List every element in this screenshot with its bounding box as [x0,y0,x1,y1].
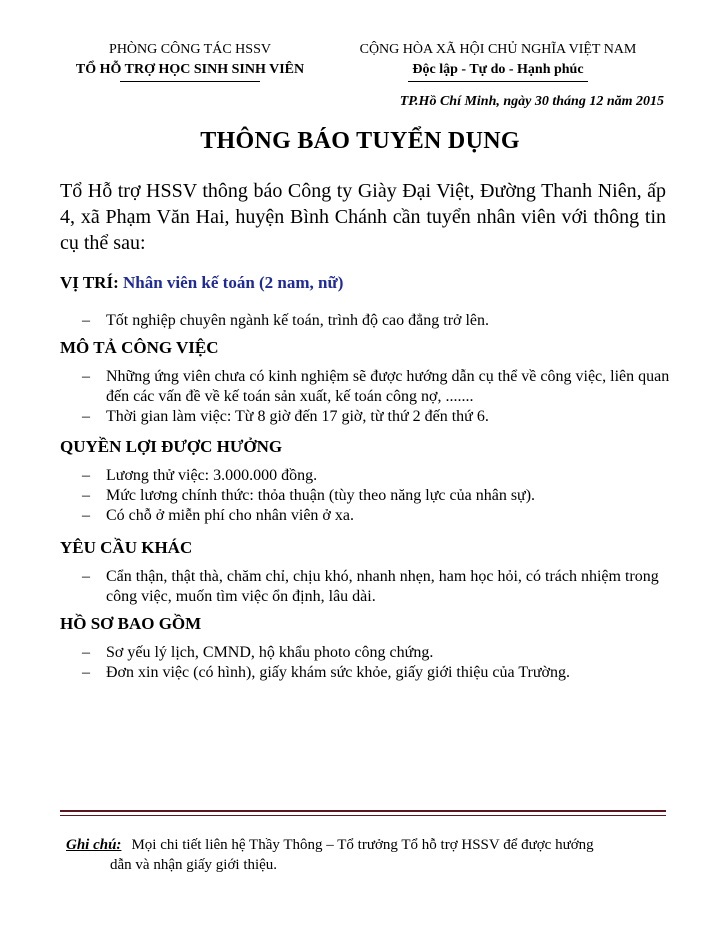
documents-heading: HỒ SƠ BAO GỒM [60,614,202,633]
list-item: – Mức lương chính thức: thỏa thuận (tùy theo năng lực của nhân sự). [60,486,670,506]
list-item: – Lương thử việc: 3.000.000 đồng. [60,466,670,486]
documents-list [60,643,670,683]
position-heading [60,272,670,294]
benefits-list [60,466,670,526]
position-value: Nhân viên kế toán (2 nam, nữ) [123,273,344,292]
job-description-section [60,337,670,427]
benefits-section [60,436,670,526]
benefits-heading: QUYỀN LỢI ĐƯỢC HƯỞNG [60,437,283,456]
note-line-1: Mọi chi tiết liên hệ Thầy Thông – Tổ trưởng Tổ hỗ trợ HSSV để được hướng [131,837,594,853]
list-item: – Tốt nghiệp chuyên ngành kế toán, trình độ cao đẳng trở lên. [60,311,670,331]
header-right [328,40,668,82]
list-item: – Thời gian làm việc: Từ 8 giờ đến 17 giờ, từ thứ 2 đến thứ 6. [60,407,670,427]
intro-paragraph: Tổ Hỗ trợ HSSV thông báo Công ty Giày Đại Việt, Đường Thanh Niên, ấp 4, xã Phạm Văn Hai, huyện Bình Chánh cần tuyển nhân viên với thông tin cụ thể sau: [60,180,666,254]
country-name: CỘNG HÒA XÃ HỘI CHỦ NGHĨA VIỆT NAM [359,42,637,57]
document-date: TP.Hồ Chí Minh, ngày 30 tháng 12 năm 2015 [399,94,664,109]
unit-name: TỔ HỖ TRỢ HỌC SINH SINH VIÊN [75,62,305,77]
other-requirements-heading: YÊU CẦU KHÁC [60,538,193,557]
other-requirements-section [60,537,670,607]
list-item: – Những ứng viên chưa có kinh nghiệm sẽ được hướng dẫn cụ thể về công việc, liên quan đến các vấn đề về kế toán sản xuất, kế toán công nợ, ....... [60,367,670,407]
list-item: – Cẩn thận, thật thà, chăm chỉ, chịu khó, nhanh nhẹn, ham học hỏi, có trách nhiệm trong công việc, muốn tìm việc ổn định, lâu dài. [60,567,670,607]
header-left [50,40,330,82]
documents-section [60,613,670,683]
list-item: – Đơn xin việc (có hình), giấy khám sức khỏe, giấy giới thiệu của Trường. [60,663,670,683]
motto: Độc lập - Tự do - Hạnh phúc [412,62,584,77]
position-separator: : [113,273,123,292]
footer-divider-thin [60,815,666,816]
note-line-2: dẫn và nhận giấy giới thiệu. [110,857,278,873]
header-right-underline [408,81,588,82]
note-label: Ghi chú: [66,837,122,853]
job-description-list [60,367,670,427]
department-name: PHÒNG CÔNG TÁC HSSV [109,42,271,57]
job-description-heading: MÔ TẢ CÔNG VIỆC [60,338,219,357]
footer-divider-thick [60,810,666,812]
position-requirements [60,311,670,331]
list-item: – Sơ yếu lý lịch, CMND, hộ khẩu photo công chứng. [60,643,670,663]
document-title: THÔNG BÁO TUYỂN DỤNG [200,128,520,154]
other-requirements-list [60,567,670,607]
header-left-underline [120,81,260,82]
position-section [60,272,670,331]
list-item: – Có chỗ ở miễn phí cho nhân viên ở xa. [60,506,670,526]
footer-note [60,835,670,875]
position-label: VỊ TRÍ [60,273,114,292]
